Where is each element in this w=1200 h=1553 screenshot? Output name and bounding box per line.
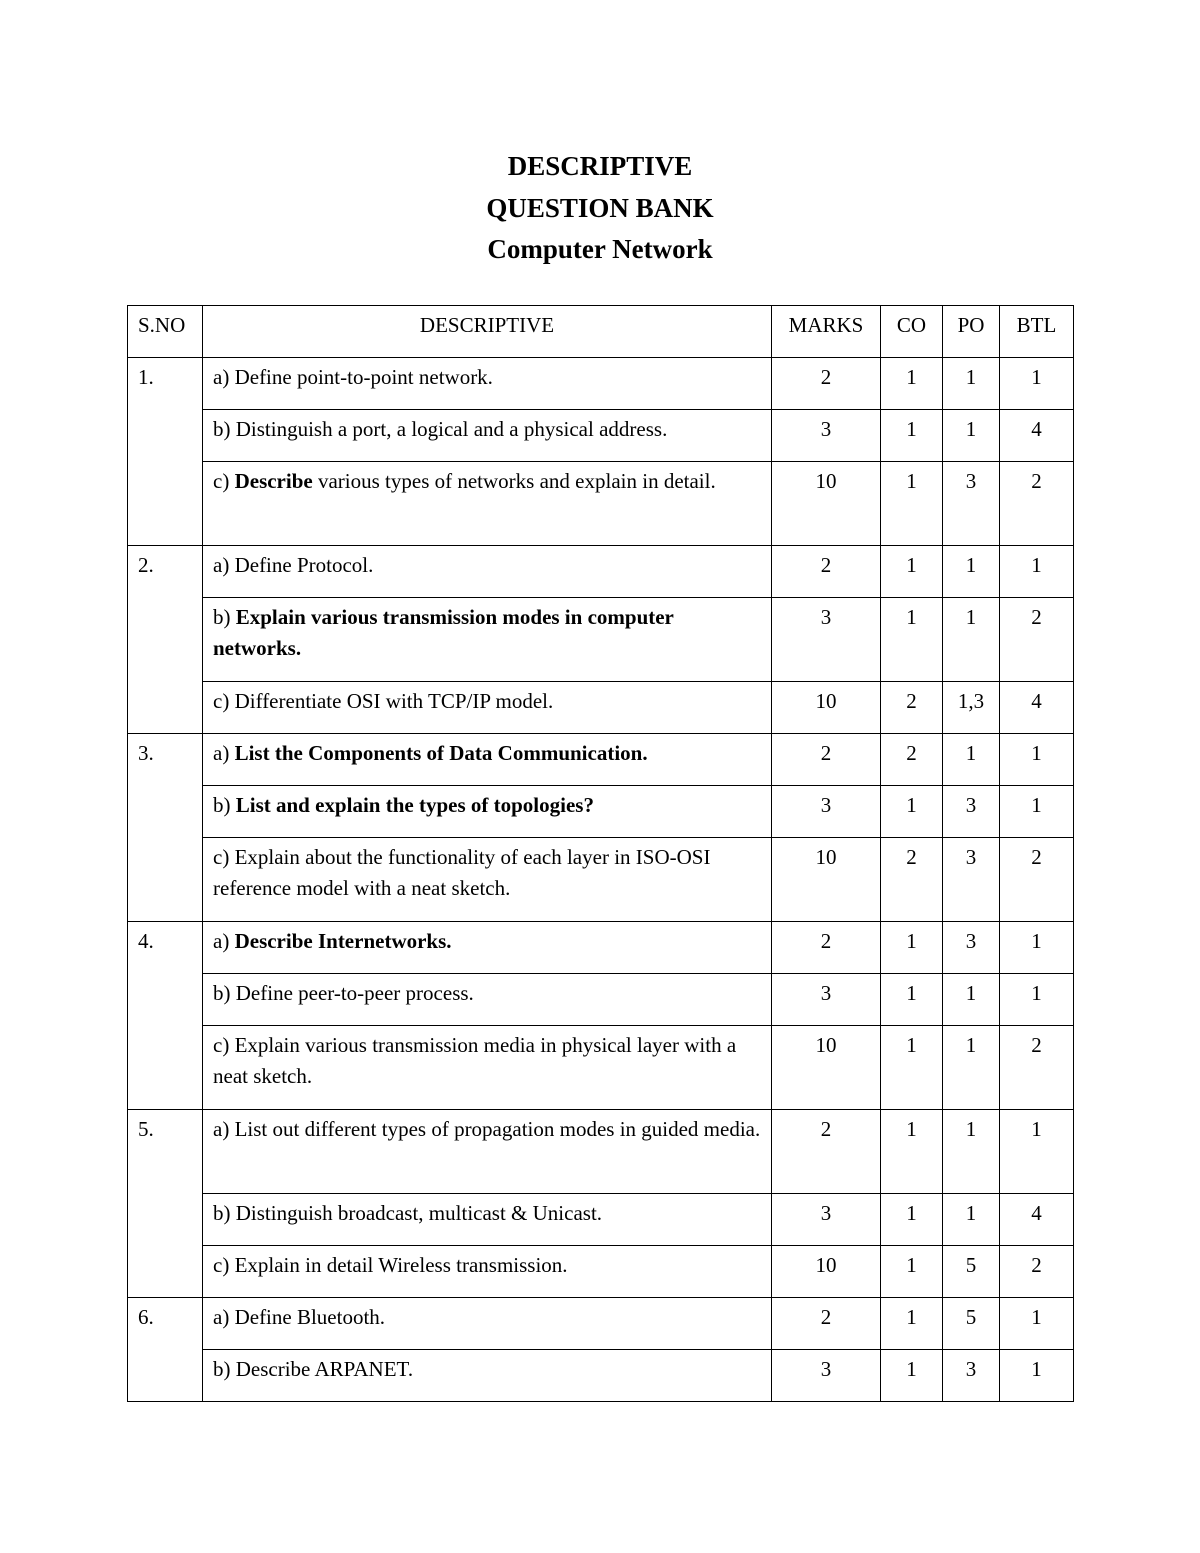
co-cell: 1 xyxy=(881,786,943,838)
marks-cell: 10 xyxy=(772,462,881,546)
po-cell: 1 xyxy=(943,410,1000,462)
sno-cell: 5. xyxy=(128,1110,203,1298)
title-line-3: Computer Network xyxy=(487,234,713,264)
table-row xyxy=(128,922,1074,974)
po-cell: 3 xyxy=(943,462,1000,546)
co-cell: 1 xyxy=(881,974,943,1026)
header-descriptive: DESCRIPTIVE xyxy=(203,306,772,358)
btl-cell: 4 xyxy=(1000,1194,1074,1246)
btl-cell: 1 xyxy=(1000,1110,1074,1194)
po-cell: 1 xyxy=(943,358,1000,410)
btl-cell: 1 xyxy=(1000,1298,1074,1350)
marks-cell: 3 xyxy=(772,786,881,838)
table-row xyxy=(128,410,1074,462)
question-cell: c) Differentiate OSI with TCP/IP model. xyxy=(203,682,772,734)
question-bank-table xyxy=(127,305,1074,1402)
question-cell: a) List the Components of Data Communication. xyxy=(203,734,772,786)
po-cell: 1 xyxy=(943,1194,1000,1246)
marks-cell: 10 xyxy=(772,838,881,922)
document-title-block xyxy=(0,146,1200,271)
btl-cell: 1 xyxy=(1000,734,1074,786)
header-sno: S.NO xyxy=(128,306,203,358)
marks-cell: 3 xyxy=(772,598,881,682)
co-cell: 1 xyxy=(881,922,943,974)
table-row xyxy=(128,1026,1074,1110)
marks-cell: 10 xyxy=(772,1246,881,1298)
marks-cell: 2 xyxy=(772,358,881,410)
co-cell: 1 xyxy=(881,546,943,598)
header-po: PO xyxy=(943,306,1000,358)
question-cell: a) Describe Internetworks. xyxy=(203,922,772,974)
question-cell: b) Explain various transmission modes in computer networks. xyxy=(203,598,772,682)
po-cell: 3 xyxy=(943,786,1000,838)
marks-cell: 2 xyxy=(772,734,881,786)
po-cell: 3 xyxy=(943,838,1000,922)
co-cell: 2 xyxy=(881,682,943,734)
question-cell: c) Explain various transmission media in physical layer with a neat sketch. xyxy=(203,1026,772,1110)
btl-cell: 2 xyxy=(1000,1026,1074,1110)
table-row xyxy=(128,974,1074,1026)
btl-cell: 2 xyxy=(1000,598,1074,682)
question-cell: b) Describe ARPANET. xyxy=(203,1350,772,1402)
btl-cell: 4 xyxy=(1000,682,1074,734)
marks-cell: 3 xyxy=(772,974,881,1026)
header-btl: BTL xyxy=(1000,306,1074,358)
po-cell: 1,3 xyxy=(943,682,1000,734)
question-cell: b) Define peer-to-peer process. xyxy=(203,974,772,1026)
sno-cell: 1. xyxy=(128,358,203,546)
btl-cell: 1 xyxy=(1000,974,1074,1026)
co-cell: 2 xyxy=(881,838,943,922)
co-cell: 1 xyxy=(881,1246,943,1298)
question-cell: a) Define point-to-point network. xyxy=(203,358,772,410)
co-cell: 1 xyxy=(881,462,943,546)
question-cell: a) Define Bluetooth. xyxy=(203,1298,772,1350)
po-cell: 1 xyxy=(943,734,1000,786)
table-row xyxy=(128,838,1074,922)
marks-cell: 3 xyxy=(772,1350,881,1402)
marks-cell: 10 xyxy=(772,1026,881,1110)
table-row xyxy=(128,1298,1074,1350)
sno-cell: 2. xyxy=(128,546,203,734)
btl-cell: 2 xyxy=(1000,838,1074,922)
table-row xyxy=(128,1110,1074,1194)
co-cell: 1 xyxy=(881,1350,943,1402)
question-cell: c) Describe various types of networks and explain in detail. xyxy=(203,462,772,546)
header-marks: MARKS xyxy=(772,306,881,358)
btl-cell: 1 xyxy=(1000,546,1074,598)
co-cell: 1 xyxy=(881,1110,943,1194)
header-row xyxy=(128,306,1074,358)
btl-cell: 1 xyxy=(1000,786,1074,838)
question-cell: b) Distinguish a port, a logical and a physical address. xyxy=(203,410,772,462)
marks-cell: 2 xyxy=(772,1298,881,1350)
co-cell: 1 xyxy=(881,410,943,462)
btl-cell: 1 xyxy=(1000,1350,1074,1402)
table-row xyxy=(128,546,1074,598)
table-row xyxy=(128,462,1074,546)
title-line-1: DESCRIPTIVE xyxy=(507,151,693,181)
btl-cell: 1 xyxy=(1000,922,1074,974)
header-co: CO xyxy=(881,306,943,358)
sno-cell: 3. xyxy=(128,734,203,922)
question-cell: a) List out different types of propagation modes in guided media. xyxy=(203,1110,772,1194)
po-cell: 1 xyxy=(943,974,1000,1026)
table-row xyxy=(128,734,1074,786)
btl-cell: 4 xyxy=(1000,410,1074,462)
co-cell: 1 xyxy=(881,358,943,410)
co-cell: 1 xyxy=(881,1194,943,1246)
po-cell: 1 xyxy=(943,546,1000,598)
title-line-2: QUESTION BANK xyxy=(486,192,714,223)
sno-cell: 6. xyxy=(128,1298,203,1402)
co-cell: 1 xyxy=(881,598,943,682)
table-row xyxy=(128,1350,1074,1402)
btl-cell: 2 xyxy=(1000,462,1074,546)
co-cell: 2 xyxy=(881,734,943,786)
marks-cell: 10 xyxy=(772,682,881,734)
po-cell: 3 xyxy=(943,1350,1000,1402)
po-cell: 5 xyxy=(943,1298,1000,1350)
question-cell: a) Define Protocol. xyxy=(203,546,772,598)
marks-cell: 2 xyxy=(772,546,881,598)
co-cell: 1 xyxy=(881,1026,943,1110)
btl-cell: 2 xyxy=(1000,1246,1074,1298)
po-cell: 1 xyxy=(943,1110,1000,1194)
marks-cell: 2 xyxy=(772,1110,881,1194)
marks-cell: 2 xyxy=(772,922,881,974)
marks-cell: 3 xyxy=(772,1194,881,1246)
table-row xyxy=(128,1194,1074,1246)
table-row xyxy=(128,786,1074,838)
table-row xyxy=(128,1246,1074,1298)
marks-cell: 3 xyxy=(772,410,881,462)
po-cell: 5 xyxy=(943,1246,1000,1298)
question-cell: c) Explain in detail Wireless transmission. xyxy=(203,1246,772,1298)
sno-cell: 4. xyxy=(128,922,203,1110)
co-cell: 1 xyxy=(881,1298,943,1350)
question-cell: b) List and explain the types of topologies? xyxy=(203,786,772,838)
po-cell: 1 xyxy=(943,1026,1000,1110)
question-cell: c) Explain about the functionality of each layer in ISO-OSI reference model with a neat sketch. xyxy=(203,838,772,922)
btl-cell: 1 xyxy=(1000,358,1074,410)
table-row xyxy=(128,598,1074,682)
po-cell: 3 xyxy=(943,922,1000,974)
table-row xyxy=(128,358,1074,410)
question-cell: b) Distinguish broadcast, multicast & Unicast. xyxy=(203,1194,772,1246)
po-cell: 1 xyxy=(943,598,1000,682)
table-row xyxy=(128,682,1074,734)
